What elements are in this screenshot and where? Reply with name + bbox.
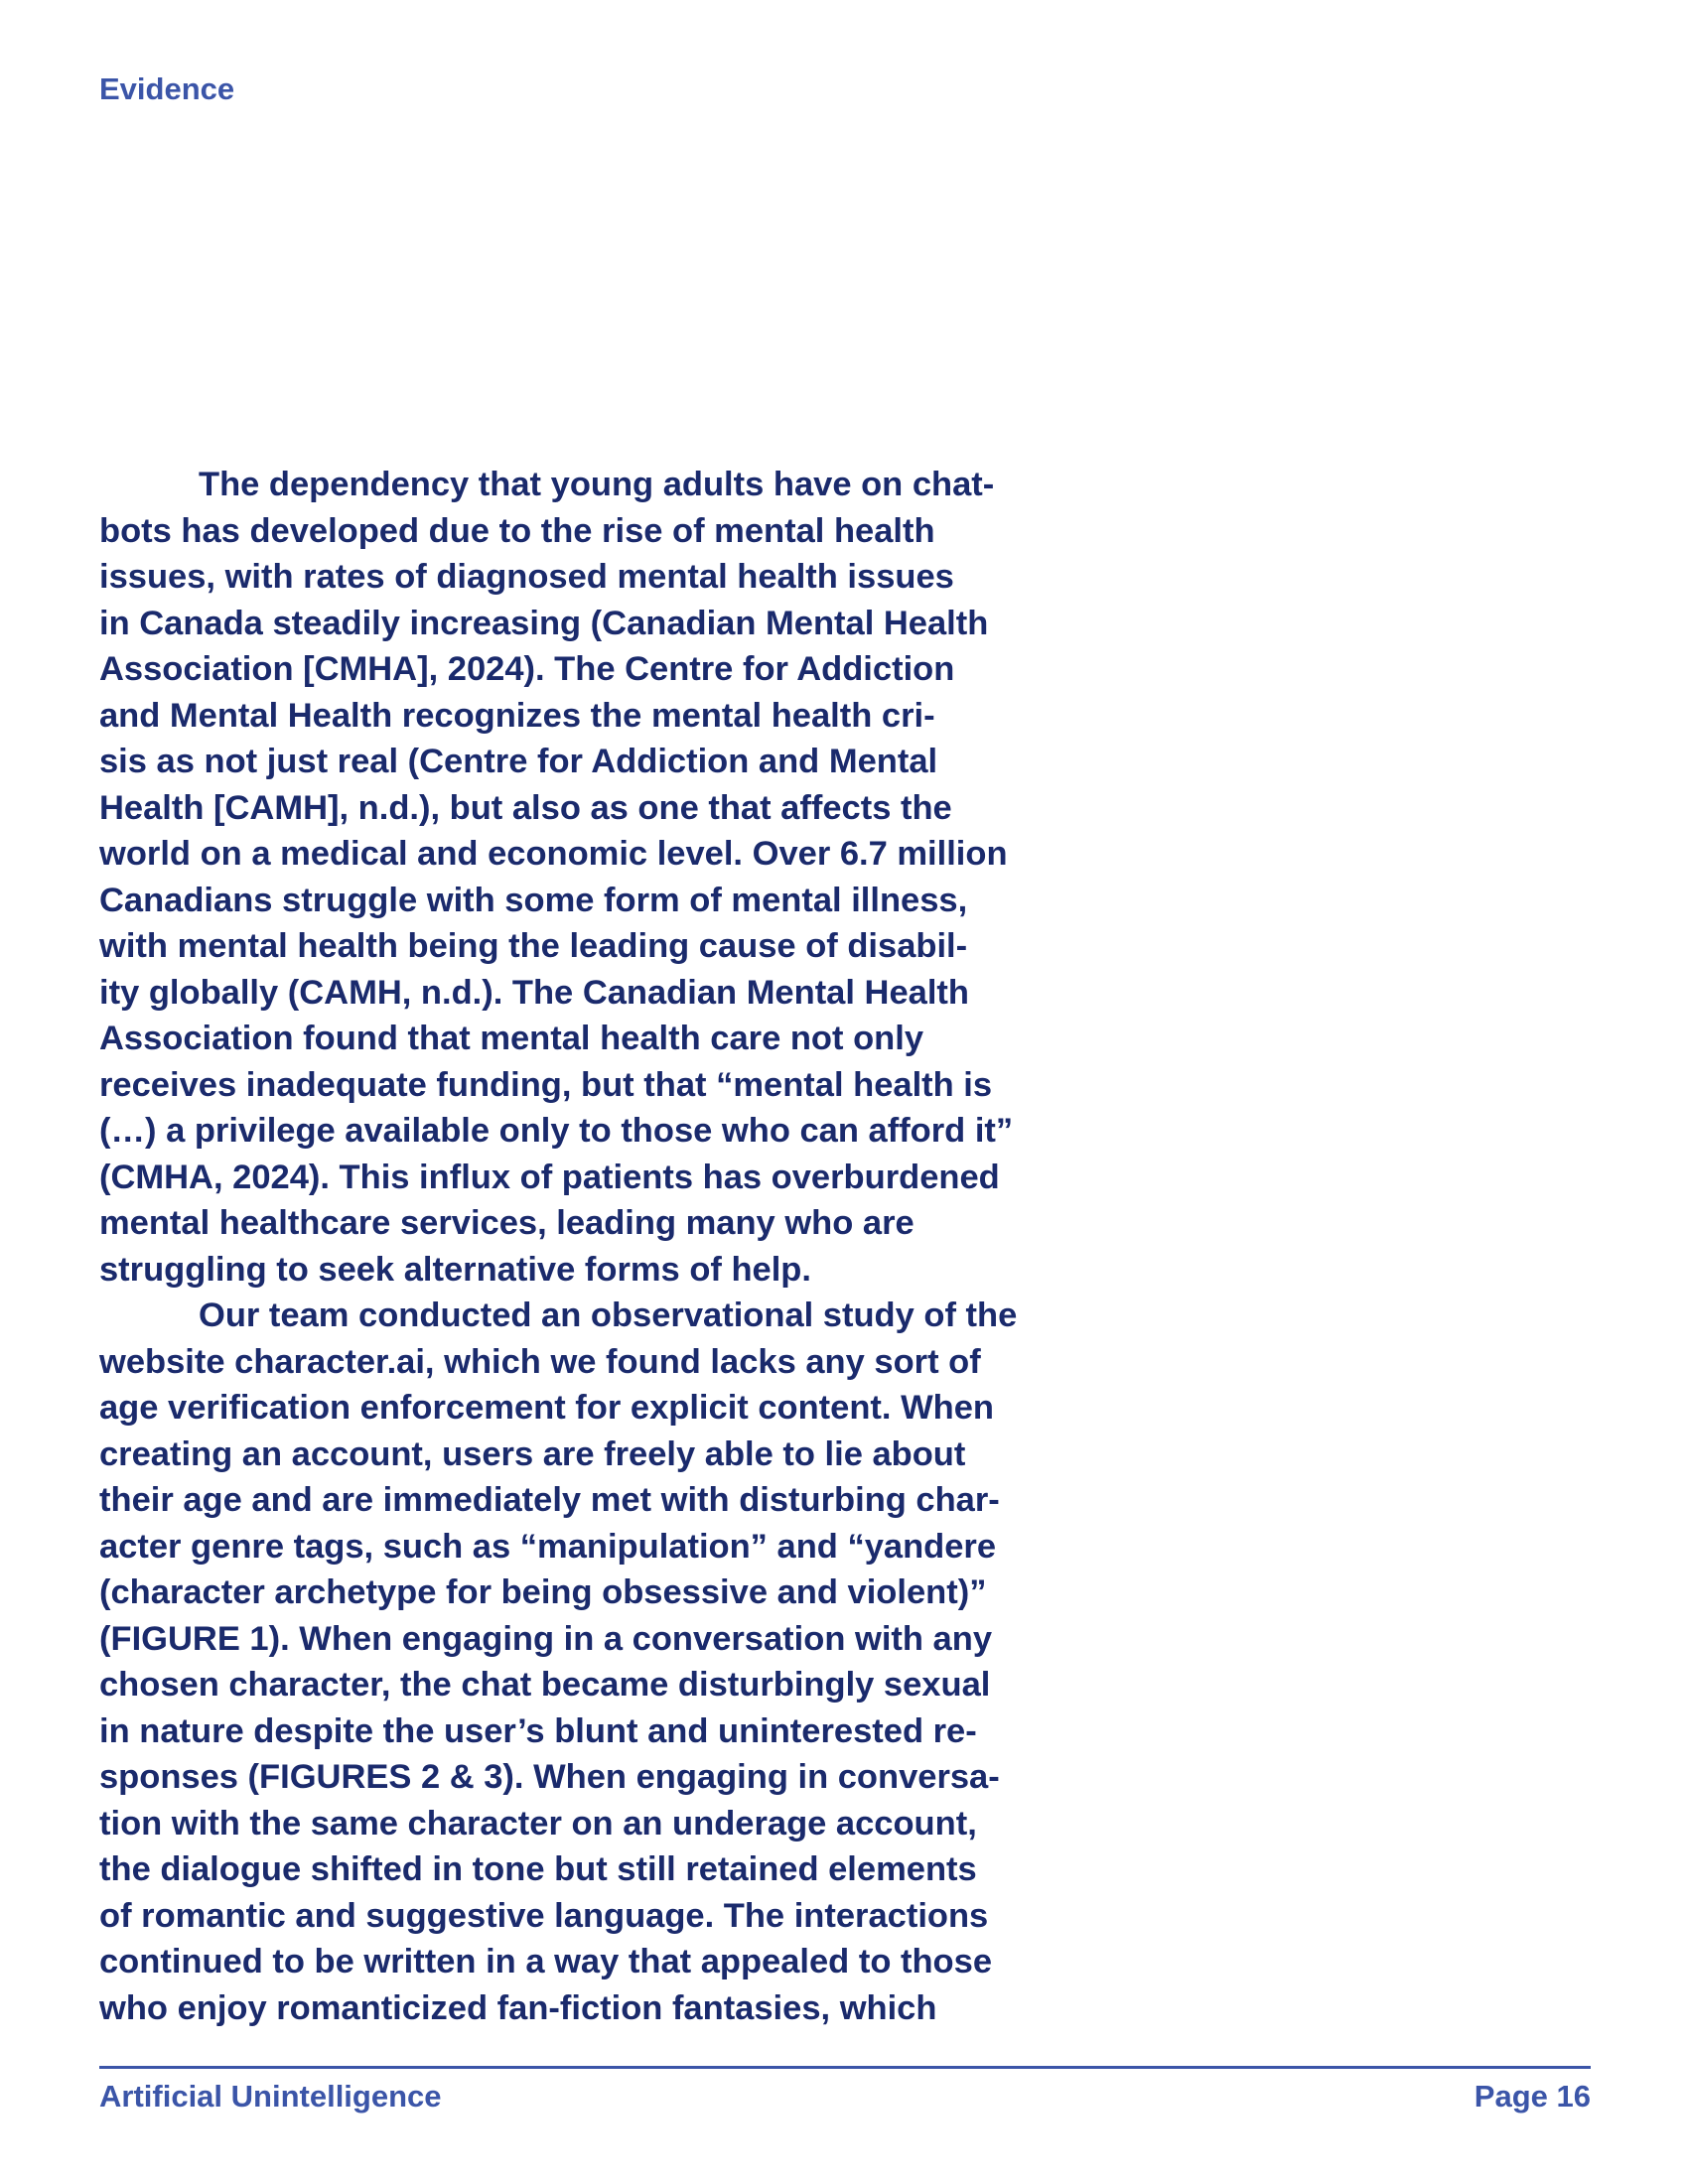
footer-title: Artificial Unintelligence — [99, 2079, 442, 2114]
text-line: the dialogue shifted in tone but still retained elements — [99, 1850, 977, 1888]
text-line: mental healthcare services, leading many who are — [99, 1204, 914, 1242]
text-line: (FIGURE 1). When engaging in a conversation with any — [99, 1619, 993, 1658]
text-line: ity globally (CAMH, n.d.). The Canadian Mental Health — [99, 973, 969, 1012]
text-line: their age and are immediately met with disturbing char- — [99, 1481, 1000, 1519]
text-line: The dependency that young adults have on chat- — [199, 466, 995, 503]
text-line: who enjoy romanticized fan-fiction fantasies, which — [99, 1988, 937, 2027]
text-line: and Mental Health recognizes the mental health cri- — [99, 696, 935, 735]
paragraph-1 — [99, 462, 1092, 1293]
body-text — [99, 462, 1092, 2031]
text-line: age verification enforcement for explicit content. When — [99, 1389, 994, 1427]
text-line: with mental health being the leading cause of disabil- — [99, 927, 968, 965]
text-line: continued to be written in a way that appealed to those — [99, 1943, 993, 1980]
section-label: Evidence — [99, 71, 235, 106]
text-line: receives inadequate funding, but that “mental health is — [99, 1065, 993, 1104]
paragraph-2 — [99, 1293, 1092, 2031]
text-line: (…) a privilege available only to those who can afford it” — [99, 1112, 1014, 1150]
text-line: (character archetype for being obsessive and violent)” — [99, 1573, 987, 1611]
text-line: Our team conducted an observational study of the — [199, 1297, 1018, 1334]
text-line: issues, with rates of diagnosed mental health issues — [99, 558, 954, 596]
text-line: creating an account, users are freely able to lie about — [99, 1434, 966, 1473]
footer-divider — [99, 2066, 1591, 2069]
text-line: sponses (FIGURES 2 & 3). When engaging in conversa- — [99, 1758, 1000, 1796]
text-line: Canadians struggle with some form of mental illness, — [99, 881, 968, 919]
text-line: bots has developed due to the rise of mental health — [99, 511, 935, 550]
text-line: sis as not just real (Centre for Addiction and Mental — [99, 743, 938, 780]
text-line: tion with the same character on an underage account, — [99, 1804, 977, 1843]
text-line: Health [CAMH], n.d.), but also as one that affects the — [99, 788, 952, 827]
text-line: acter genre tags, such as “manipulation” and “yandere — [99, 1527, 997, 1566]
text-line: in Canada steadily increasing (Canadian Mental Health — [99, 604, 989, 642]
text-line: chosen character, the chat became disturbingly sexual — [99, 1666, 991, 1704]
text-line: in nature despite the user’s blunt and uninterested re- — [99, 1711, 977, 1750]
text-line: Association found that mental health care not only — [99, 1020, 924, 1057]
text-line: of romantic and suggestive language. The interactions — [99, 1896, 989, 1935]
text-line: struggling to seek alternative forms of help. — [99, 1250, 811, 1289]
page-number: Page 16 — [1474, 2079, 1591, 2114]
text-line: (CMHA, 2024). This influx of patients has overburdened — [99, 1158, 1000, 1196]
text-line: Association [CMHA], 2024). The Centre for Addiction — [99, 650, 955, 688]
text-line: website character.ai, which we found lacks any sort of — [99, 1342, 981, 1381]
text-line: world on a medical and economic level. Over 6.7 million — [99, 835, 1008, 873]
